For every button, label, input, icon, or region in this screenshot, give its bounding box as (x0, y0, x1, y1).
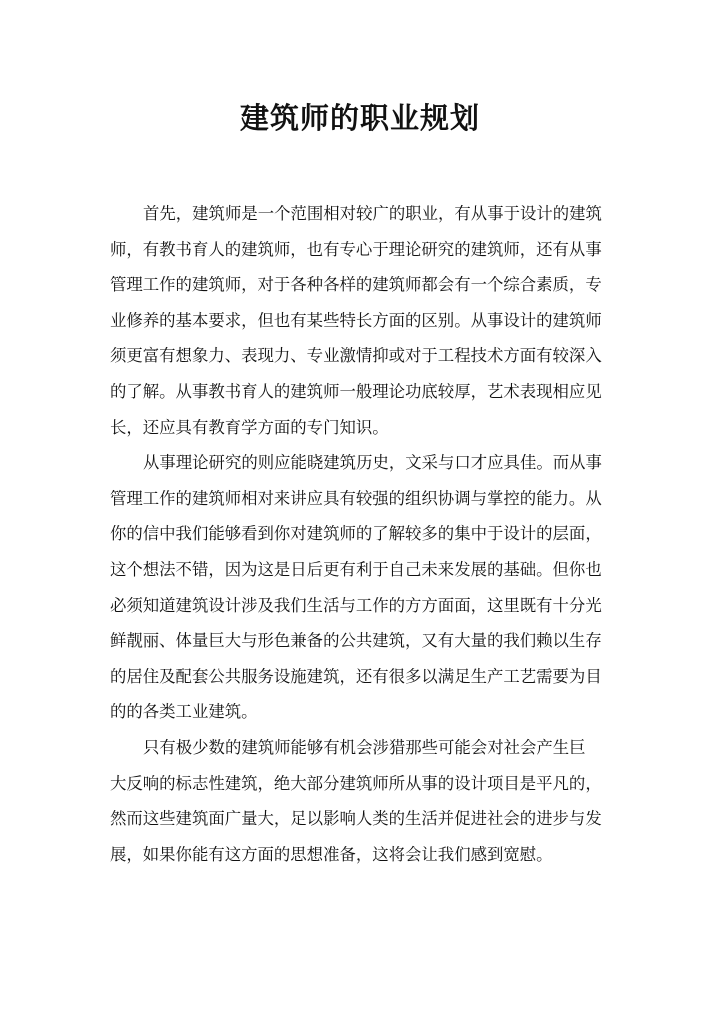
text-line: 鲜靓丽、体量巨大与形色兼备的公共建筑，又有大量的我们赖以生存 (110, 631, 602, 651)
text-line: 的的各类工业建筑。 (110, 702, 258, 722)
text-line: 只有极少数的建筑师能够有机会涉猎那些可能会对社会产生巨 (143, 737, 586, 757)
text-line: 展，如果你能有这方面的思想准备，这将会让我们感到宽慰。 (110, 844, 553, 864)
text-line: 然而这些建筑面广量大，足以影响人类的生活并促进社会的进步与发 (110, 809, 602, 829)
text-line: 业修养的基本要求，但也有某些特长方面的区别。从事设计的建筑师 (110, 310, 602, 330)
document-body (110, 196, 610, 872)
text-line: 你的信中我们能够看到你对建筑师的了解较多的集中于设计的层面， (110, 524, 602, 544)
page-title: 建筑师的职业规划 (239, 101, 480, 135)
text-line: 的居住及配套公共服务设施建筑，还有很多以满足生产工艺需要为目 (110, 666, 602, 686)
text-line: 首先，建筑师是一个范围相对较广的职业，有从事于设计的建筑 (143, 204, 602, 223)
paragraph-1 (110, 196, 610, 445)
text-line: 必须知道建筑设计涉及我们生活与工作的方方面面，这里既有十分光 (110, 595, 602, 615)
text-line: 师，有教书育人的建筑师，也有专心于理论研究的建筑师，还有从事 (110, 239, 602, 259)
text-line: 管理工作的建筑师相对来讲应具有较强的组织协调与掌控的能力。从 (110, 488, 602, 508)
text-line: 须更富有想象力、表现力、专业激情抑或对于工程技术方面有较深入 (110, 346, 602, 366)
text-line: 的了解。从事教书育人的建筑师一般理论功底较厚，艺术表现相应见 (110, 381, 602, 401)
text-line: 管理工作的建筑师，对于各种各样的建筑师都会有一个综合素质，专 (110, 275, 602, 295)
paragraph-3 (110, 730, 610, 872)
text-line: 长，还应具有教育学方面的专门知识。 (110, 417, 389, 437)
text-line: 大反响的标志性建筑，绝大部分建筑师所从事的设计项目是平凡的， (110, 773, 602, 793)
text-line: 这个想法不错，因为这是日后更有利于自己未来发展的基础。但你也 (110, 559, 602, 579)
paragraph-2 (110, 445, 610, 730)
text-line: 从事理论研究的则应能晓建筑历史，文采与口才应具佳。而从事 (143, 453, 602, 473)
